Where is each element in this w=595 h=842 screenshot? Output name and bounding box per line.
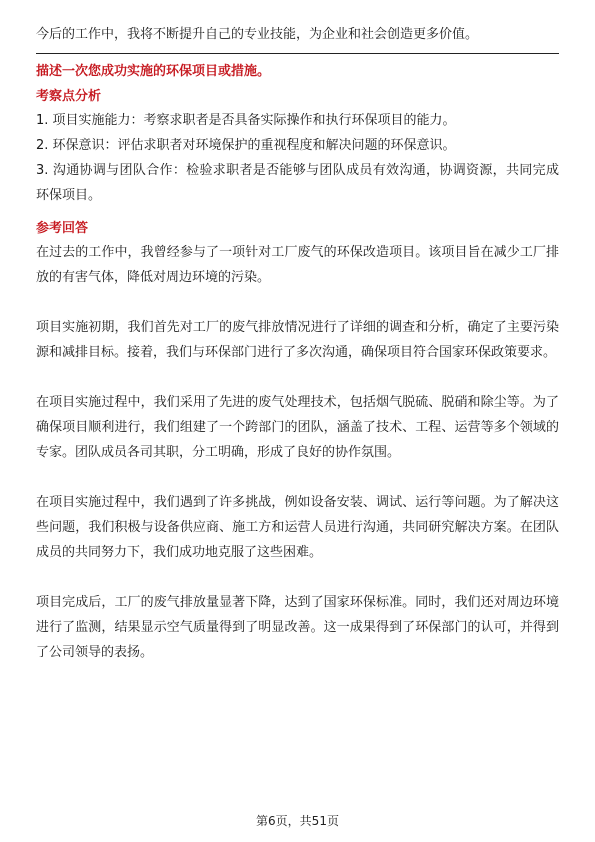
answer-paragraph: 在项目实施过程中，我们采用了先进的废气处理技术，包括烟气脱硫、脱硝和除尘等。为了确保项目顺利进行，我们组建了一个跨部门的团队，涵盖了技术、工程、运营等多个领域的专家。团队成员各司其职，分工明确，形成了良好的协作氛围。 [36, 395, 559, 460]
answer-heading: 参考回答 [36, 221, 89, 236]
analysis-point: 2. 环保意识：评估求职者对环境保护的重视程度和解决问题的环保意识。 [36, 138, 456, 153]
answer-paragraph: 项目完成后，工厂的废气排放量显著下降，达到了国家环保标准。同时，我们还对周边环境进行了监测，结果显示空气质量得到了明显改善。这一成果得到了环保部门的认可，并得到了公司领导的表扬。 [36, 595, 559, 660]
intro-text: 今后的工作中，我将不断提升自己的专业技能，为企业和社会创造更多价值。 [36, 27, 479, 42]
page-number-footer: 第6页，共51页 [256, 814, 339, 828]
question-title: 描述一次您成功实施的环保项目或措施。 [36, 64, 271, 79]
page-content [36, 22, 559, 665]
answer-paragraph: 项目实施初期，我们首先对工厂的废气排放情况进行了详细的调查和分析，确定了主要污染源和减排目标。接着，我们与环保部门进行了多次沟通，确保项目符合国家环保政策要求。 [36, 320, 559, 360]
analysis-heading: 考察点分析 [36, 89, 102, 104]
analysis-point: 3. 沟通协调与团队合作：检验求职者是否能够与团队成员有效沟通，协调资源，共同完成环保项目。 [36, 163, 559, 203]
answer-paragraph: 在过去的工作中，我曾经参与了一项针对工厂废气的环保改造项目。该项目旨在减少工厂排放的有害气体，降低对周边环境的污染。 [36, 245, 559, 285]
divider-line [36, 53, 559, 54]
answer-paragraph: 在项目实施过程中，我们遇到了许多挑战，例如设备安装、调试、运行等问题。为了解决这些问题，我们积极与设备供应商、施工方和运营人员进行沟通，共同研究解决方案。在团队成员的共同努力下，我们成功地克服了这些困难。 [36, 495, 559, 560]
analysis-point: 1. 项目实施能力：考察求职者是否具备实际操作和执行环保项目的能力。 [36, 113, 456, 128]
